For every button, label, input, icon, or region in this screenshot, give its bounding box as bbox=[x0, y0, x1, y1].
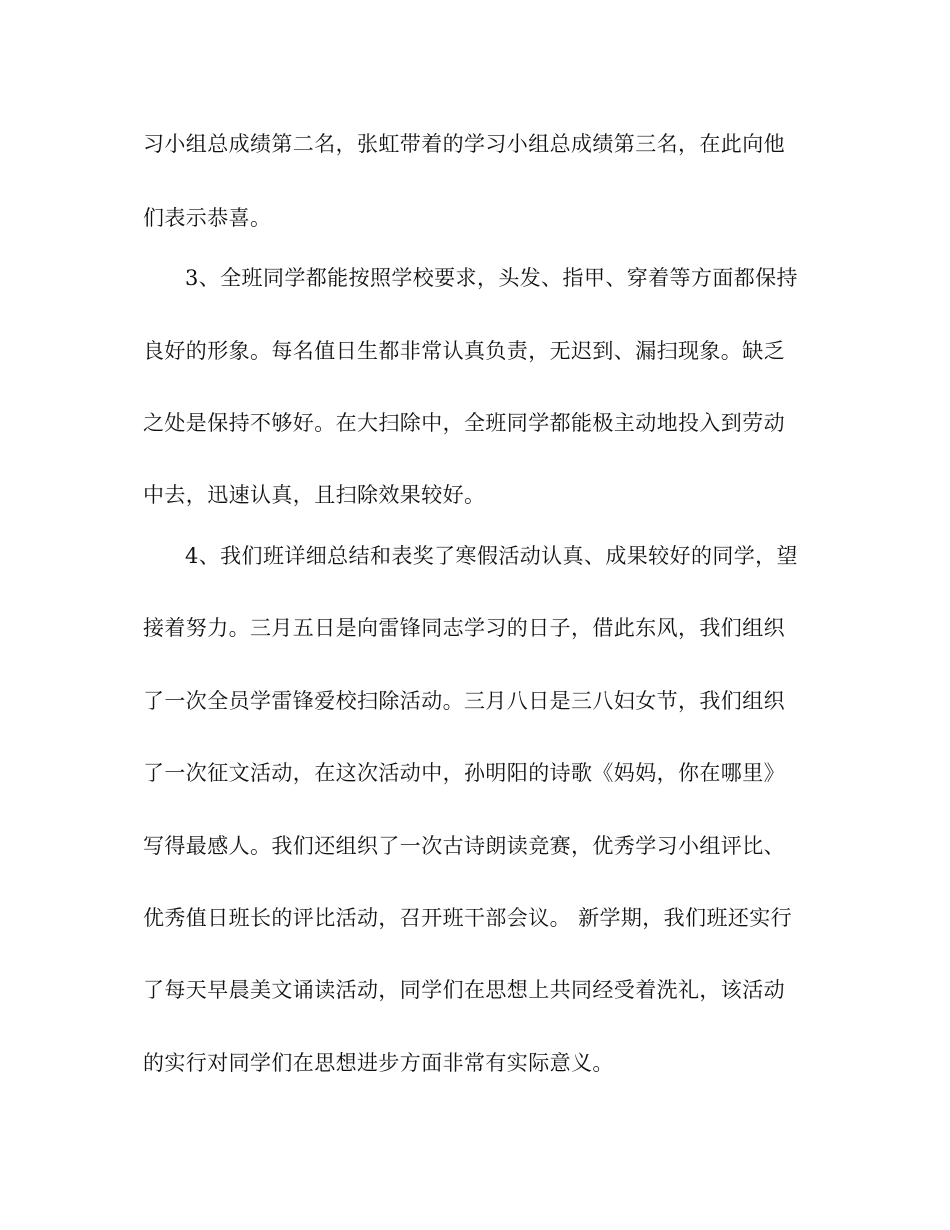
text-line-7: 4、我们班详细总结和表奖了寒假活动认真、成果较好的同学，望 bbox=[185, 544, 798, 568]
text-line-5: 之处是保持不够好。在大扫除中，全班同学都能极主动地投入到劳动 bbox=[143, 411, 785, 435]
text-line-2: 们表示恭喜。 bbox=[143, 206, 272, 230]
text-line-8: 接着努力。三月五日是向雷锋同志学习的日子，借此东风，我们组织 bbox=[143, 616, 785, 640]
text-line-6: 中去，迅速认真，且扫除效果较好。 bbox=[143, 483, 486, 507]
text-line-9: 了一次全员学雷锋爱校扫除活动。三月八日是三八妇女节，我们组织 bbox=[143, 689, 785, 713]
text-line-13: 了每天早晨美文诵读活动，同学们在思想上共同经受着洗礼，该活动 bbox=[143, 978, 785, 1002]
text-line-10: 了一次征文活动，在这次活动中，孙明阳的诗歌《妈妈，你在哪里》 bbox=[143, 761, 785, 785]
text-line-11: 写得最感人。我们还组织了一次古诗朗读竞赛，优秀学习小组评比、 bbox=[143, 834, 785, 858]
text-line-1: 习小组总成绩第二名，张虹带着的学习小组总成绩第三名，在此向他 bbox=[143, 132, 785, 156]
text-line-4: 良好的形象。每名值日生都非常认真负责，无迟到、漏扫现象。缺乏 bbox=[143, 339, 785, 363]
text-line-12: 优秀值日班长的评比活动，召开班干部会议。 新学期，我们班还实行 bbox=[143, 906, 793, 930]
text-line-3: 3、全班同学都能按照学校要求，头发、指甲、穿着等方面都保持 bbox=[185, 266, 798, 290]
text-line-14: 的实行对同学们在思想进步方面非常有实际意义。 bbox=[143, 1051, 614, 1075]
